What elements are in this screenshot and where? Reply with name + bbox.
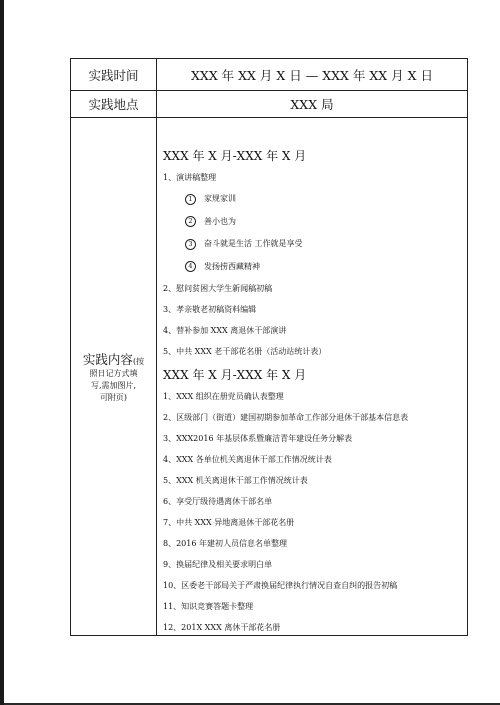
- section-title: XXX 年 X 月-XXX 年 X 月: [163, 149, 307, 163]
- practice-content-note-2: 照日记方式填: [89, 368, 138, 378]
- list-item: 7、中共 XXX 异地离退休干部花名册: [163, 518, 295, 527]
- sub-list-item-text: 发扬捞西藏精神: [204, 261, 260, 271]
- list-item: 12、201X XXX 离休干部花名册: [163, 623, 281, 632]
- practice-record-table: [70, 58, 468, 636]
- sub-list-item-text: 奋斗就是生活 工作就是享受: [204, 239, 303, 248]
- document-page: [4, 0, 500, 705]
- circled-number-icon: 1: [185, 194, 196, 205]
- sub-list-item: [185, 216, 465, 228]
- practice-content-cell: [157, 118, 468, 636]
- table-row: [71, 118, 468, 636]
- list-item: 9、换届纪律及相关要求明白单: [163, 560, 273, 569]
- list-item: 2、慰问贫困大学生新闻稿初稿: [163, 284, 273, 293]
- sub-list-item-text: 善小也为: [204, 216, 236, 226]
- practice-content-note-4: 可附页): [99, 392, 128, 402]
- sub-list-item: [185, 238, 465, 250]
- circled-number-icon: 4: [185, 261, 196, 272]
- practice-content-body: [163, 148, 465, 643]
- practice-content-note-3: 写,需加图片,: [90, 380, 137, 390]
- practice-location-label: 实践地点: [71, 91, 157, 118]
- list-item: 11、知识竞赛答题卡整理: [163, 602, 254, 611]
- sub-list-item: [185, 261, 465, 273]
- list-item: 2、区级部门（街道）建国初期参加革命工作部分退休干部基本信息表: [163, 413, 409, 422]
- circled-number-icon: 3: [185, 239, 196, 250]
- practice-time-label: 实践时间: [71, 59, 157, 91]
- list-item: 4、XXX 各单位机关离退休干部工作情况统计表: [163, 455, 332, 464]
- list-item: 1、XXX 组织在册党员确认表整理: [163, 392, 284, 401]
- practice-time-value: XXX 年 XX 月 X 日 — XXX 年 XX 月 X 日: [157, 59, 468, 91]
- list-item: 8、2016 年建初人员信息名单整理: [163, 539, 287, 548]
- practice-content-label-cell: [71, 118, 157, 636]
- practice-location-value: XXX 局: [157, 91, 468, 118]
- list-item: 1、演讲稿整理: [163, 173, 217, 182]
- section-title: XXX 年 X 月-XXX 年 X 月: [163, 368, 307, 382]
- list-item: 3、XXX2016 年基层体系暨廉洁青年建设任务分解表: [163, 434, 353, 443]
- list-item: 5、中共 XXX 老干部花名册（活动站统计表）: [163, 347, 327, 356]
- sub-list-item-text: 家规家训: [204, 194, 236, 203]
- practice-content-label: 实践内容: [82, 351, 133, 367]
- table-row: [71, 91, 468, 118]
- list-item: 10、区委老干部局关于严肃换届纪律执行情况自查自纠的报告初稿: [163, 581, 398, 590]
- circled-number-icon: 2: [185, 216, 196, 227]
- list-item: 6、享受厅级待遇离休干部名单: [163, 497, 273, 506]
- list-item: 4、替补参加 XXX 离退休干部演讲: [163, 326, 287, 335]
- list-item: 3、孝亲敬老初稿资料编辑: [163, 305, 257, 314]
- sub-list-item: [185, 193, 465, 205]
- table-row: [71, 59, 468, 91]
- practice-content-note-1: (按: [132, 356, 145, 366]
- list-item: 5、XXX 机关离退休干部工作情况统计表: [163, 476, 308, 485]
